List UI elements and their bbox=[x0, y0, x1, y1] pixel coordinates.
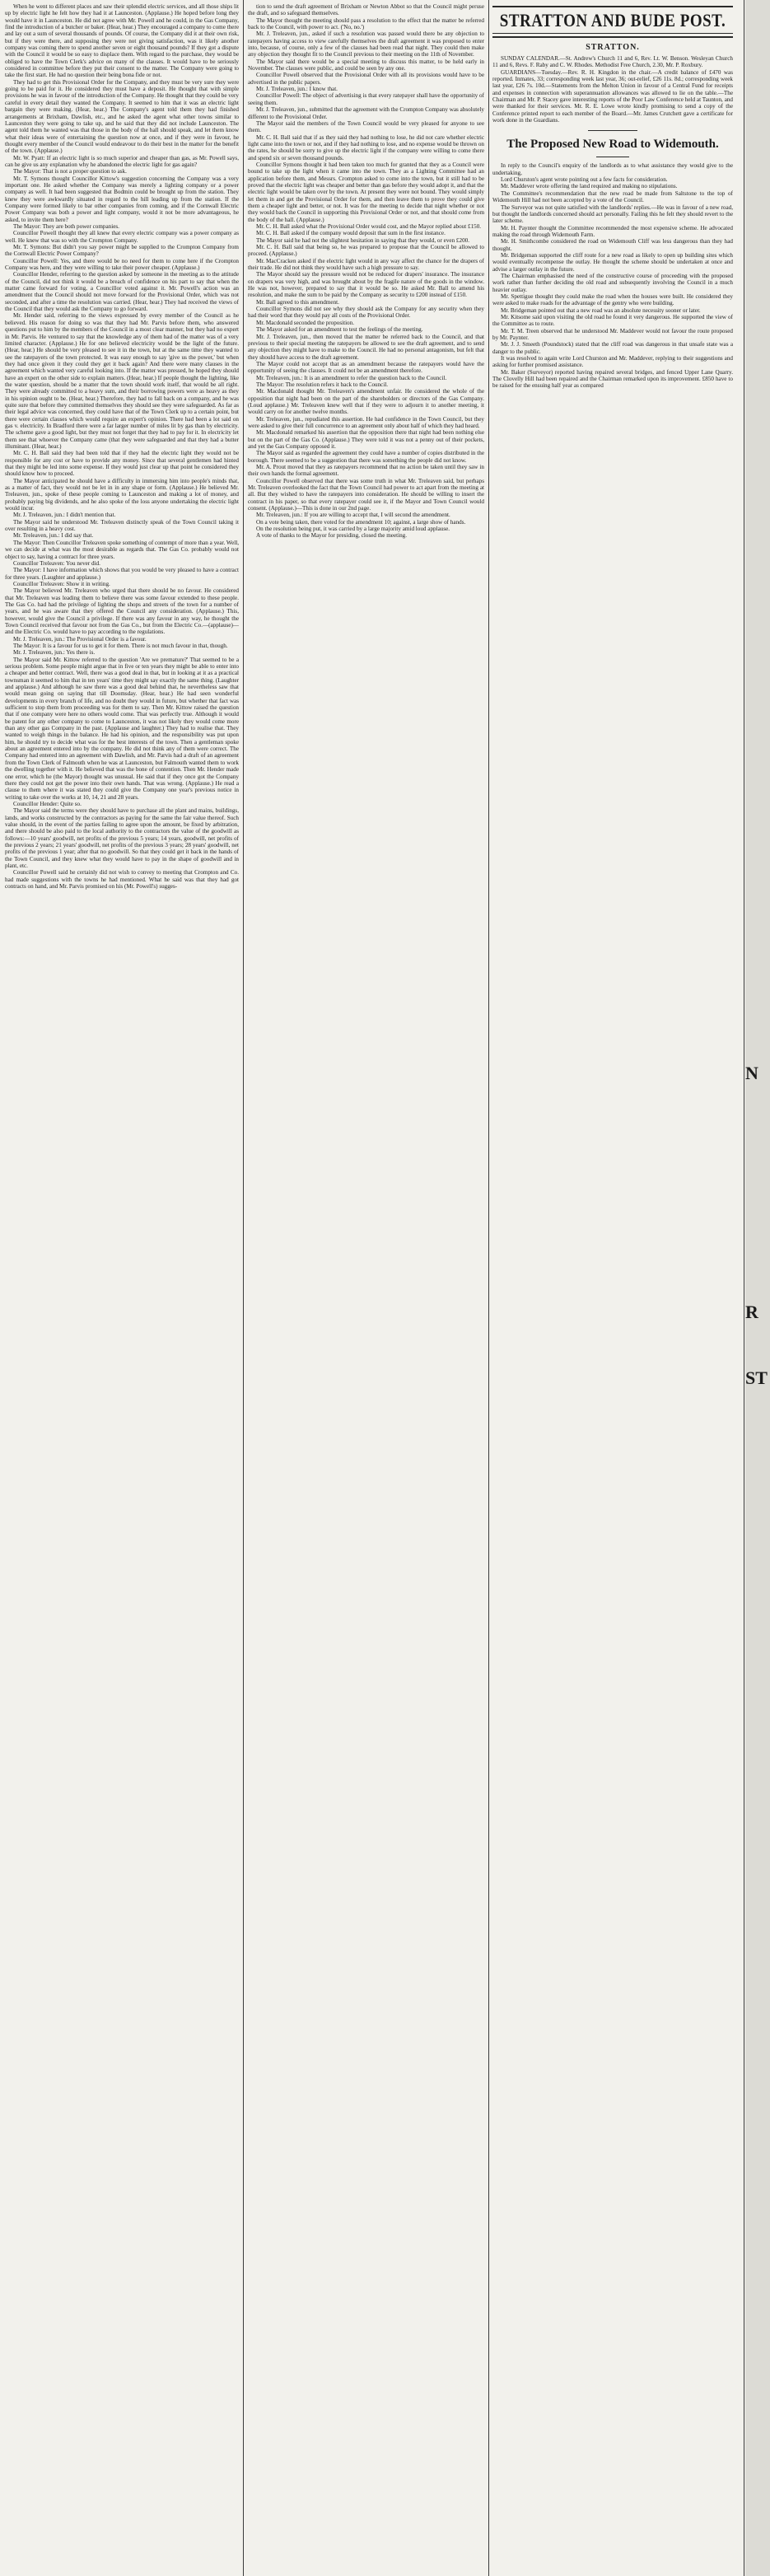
report-paragraph: Mr. J. Treleaven, jun., then moved that the matter be referred back to the Council, and that previous to their special meeting the ratepayers be allowed to see the draft agreement, and to send any objection they might have to make to the Council. He had no personal antagonism, but felt that they should have access to the draft agreement. bbox=[248, 333, 484, 361]
report-paragraph: The Mayor said Mr. Kittow referred to the question 'Are we premature?' That seemed to be a serious problem. Some people might argue that in five or ten years they might be able to enter into a cheaper and better contract. Well, there was a good deal in that, but in looking at it as a practical townsman it seemed to him that in ten years' time they might say exactly the same thing. (Laughter and applause.) And although he saw there was a good deal behind that, he nevertheless saw that would mean going on saying that till Doomsday. (Hear, hear.) He had seen wonderful developments in every branch of life, and no doubt they would in future, but whether that fact was sufficient to stop them from proceeding was for them to say. Then Mr. Kittow raised the question that if one company were here no others would come. That was perfectly true. Although it would be patent for any other company to come to Launceston, it was not likely they would come more than any other gas Company in the past. (Applause and laughter.) They had to realise that. They wanted to weigh things in the balance. He had his opinion, and the responsibility was put upon him, he should try to decide what was for the best interests of the town. Then a gentleman spoke about an agreement entered into by the company. He did not think any of them were correct. The Company had entered into an agreement with Dawlish, and Mr. Parvis had a draft of an agreement from the Town Clerk of Falmouth when he was at Launceston, but Falmouth wanted them to work the dwelling together with it. He believed that was the bone of contention. Then Mr. Hender made one error, which he (the Mayor) thought was unusual. He said that if they once got the Company there they could not get the power into their own hands. That was wrong. (Applause.) He read a clause to them where it was stated they could give the Company one year's previous notice in writing to take over the works at 10, 14, 21 and 28 years. bbox=[5, 656, 239, 801]
report-paragraph: Mr. C. H. Ball said that being so, he was prepared to propose that the Council be allowed to proceed. (Applause.) bbox=[248, 244, 484, 258]
report-paragraph: Councillor Symons thought it had been taken too much for granted that they as a Council were bound to take up the light when it came into the town. They as a Lighting Committee had an application before them, and Messrs. Crompton asked to come into the town, but it still had to be proved that the electric light was cheaper and better than gas before they would adopt it, and that the electric light would be taken over by the town. At present they were not bound. They would simply let them in and get the Provisional Order for them, and then leave them to prove they could give them a cheaper light and better, or not. It was for the meeting to decide that night whether or not they would back the Council in supporting this Provisional Order or not, and that should come from the body of the hall. (Applause.) bbox=[248, 161, 484, 223]
widemouth-report bbox=[492, 162, 733, 389]
edge-fragment: R bbox=[745, 1302, 758, 1322]
report-paragraph: Councillor Powell: The object of advertising is that every ratepayer shall have the opportunity of seeing them. bbox=[248, 92, 484, 106]
masthead-title: STRATTON AND BUDE POST. bbox=[499, 11, 726, 31]
report-paragraph: The Mayor said as regarded the agreement they could have a number of copies distributed in the borough. There seemed to be a suggestion that there was something the people did not know. bbox=[248, 450, 484, 464]
section-heading-stratton: STRATTON. bbox=[586, 43, 640, 52]
widemouth-paragraph: Mr. Baker (Surveyor) reported having repaired several bridges, and fenced Upper Lane Quarry. The Clovelly Hill had been repaired and the Chairman remarked upon its improvement. £850 have to be raised for the ensuing half year as compared bbox=[492, 368, 733, 390]
report-paragraph: The Mayor said he understood Mr. Treleaven distinctly speak of the Town Council taking it over resulting in a heavy cost. bbox=[5, 518, 239, 533]
widemouth-paragraph: Mr. H. Smithcombe considered the road on Widemouth Cliff was less dangerous than they had thought. bbox=[492, 238, 733, 252]
report-paragraph: tion to send the draft agreement of Brixham or Newton Abbot so that the Council might peruse the draft, and so safeguard themselves. bbox=[248, 3, 484, 17]
report-paragraph: The Mayor: I have information which shows that you would be very pleased to have a contract for three years. (Laughter and applause.) bbox=[5, 567, 239, 581]
report-paragraph: The Mayor: That is not a proper question to ask. bbox=[13, 168, 127, 175]
report-paragraph: Mr. T. Symons: But didn't you say power might be supplied to the Crompton Company from the Cornwall Electric Power Company? bbox=[5, 244, 239, 258]
widemouth-paragraph: Mr. Bridgeman pointed out that a new road was an absolute necessity sooner or later. bbox=[501, 306, 701, 314]
report-paragraph: The Mayor said the terms were they should have to purchase all the plant and mains, buildings, lands, and works constructed by the contractors as paying for the same the fair value thereof. Such value should, in the event of the parties failing to agree upon the amount, be fixed by arbitration, and there should be also paid to the local authority to the contractors the value of the goodwill as follows:—10 years' goodwill, net profits of the previous 5 years; 14 years, goodwill, net profits of the previous 2 years; 21 years' goodwill, net profits of the previous 3 years; 28 years' goodwill, net profits of the previous 1 year; after that no goodwill. So that they could get it back in the hands of the Town Council, and they knew what they would have to pay in the shape of goodwill and in plant, etc. bbox=[5, 807, 239, 869]
report-paragraph: Mr. J. Treleaven, jun., asked if such a resolution was passed would there be any objection to ratepayers having access to view carefully themselves the draft agreement it was proposed to enter into, because, of course, only a few of the clauses had been read that night. They could then make any objection they thought fit to the Council previous to their meeting on the 11th of November. bbox=[248, 30, 484, 58]
widemouth-paragraph: Mr. H. Paynter thought the Committee recommended the most expensive scheme. He advocated making the road through Widemouth Farm. bbox=[492, 224, 733, 238]
report-paragraph: Councillor Treleaven: Show it in writing. bbox=[13, 580, 110, 587]
widemouth-paragraph: Mr. T. M. Treen observed that he understood Mr. Maddever would not favour the route proposed by Mr. Paynter. bbox=[492, 327, 733, 342]
report-paragraph: Mr. J. Treleaven, jun., submitted that the agreement with the Crompton Company was absolutely different to the Provisional Order. bbox=[248, 106, 484, 120]
widemouth-paragraph: Mr. J. J. Smeeth (Poundstock) stated that the cliff road was dangerous in that unsafe state was a danger to the public. bbox=[492, 341, 733, 355]
report-paragraph: Mr. C. H. Ball asked what the Provisional Order would cost, and the Mayor replied about £150. bbox=[256, 223, 482, 230]
report-paragraph: The Mayor anticipated he should have a difficulty in immersing him into people's minds that, as a matter of fact, they would not be let in in any shape or form. (Applause.) He believed Mr. Treleaven, jun., spoke of these people coming to Launceston and making a lot of money, and probably paying big dividends, and he also spoke of the loss anyone undertaking the electric light would incur. bbox=[5, 477, 239, 512]
report-paragraph: A vote of thanks to the Mayor for presiding, closed the meeting. bbox=[256, 532, 408, 540]
report-paragraph: The Mayor could not accept that as an amendment because the ratepayers would have the opportunity of seeing the clauses. It could not be an amendment therefore. bbox=[248, 360, 484, 375]
widemouth-paragraph: Mr. Kitsome said upon visiting the old road he found it very dangerous. He supported the view of the Committee as to route. bbox=[492, 314, 733, 328]
widemouth-paragraph: The Chairman emphasised the need of the constructive course of proceeding with the proposed work rather than further deciding the old road and subsequently involving the Council in a much heavier outlay. bbox=[492, 272, 733, 293]
article-headline: The Proposed New Road to Widemouth. bbox=[506, 138, 719, 152]
widemouth-paragraph: Mr. Maddever wrote offering the land required and making no stipulations. bbox=[501, 183, 678, 190]
report-paragraph: The Mayor thought the meeting should pass a resolution to the effect that the matter be referred back to the Council, with power to act. ('No, no.') bbox=[248, 16, 484, 31]
report-paragraph: Councillor Powell said he certainly did not wish to convey to meeting that Crompton and Co. had made suggestions with the towns he had mentioned. What he said was that they had got contracts on hand, and Mr. Parvis promised on his (Mr. Powell's) sugges- bbox=[5, 869, 239, 890]
report-paragraph: Councillor Powell observed that the Provisional Order with all its provisions would have to be advertised in the public papers. bbox=[248, 72, 484, 86]
report-paragraph: The Mayor: They are both power companies. bbox=[13, 223, 119, 230]
report-paragraph: The Mayor: Then Councillor Treleaven spoke something of contempt of more than a year. Well, we can decide at what was the most desirable as regards that. The Gas Co. probably would not object to say, having a contract for three years. bbox=[5, 539, 239, 560]
report-paragraph: Councillor Powell thought they all knew that every electric company was a power company as well. He knew that was so with the Crompton Company. bbox=[5, 230, 239, 244]
report-paragraph: The Mayor said the members of the Town Council would be very pleased for anyone to see them. bbox=[248, 119, 484, 134]
report-paragraph: Mr. Treleaven, jun.: I did say that. bbox=[13, 532, 94, 540]
report-paragraph: Mr. T. Symons thought Councillor Kittow's suggestion concerning the Company was a very important one. He asked whether the Company was merely a lighting company or a power company as well. It had been suggested that Bodmin could be brought up from the station. They knew they were awkwardly situated in regard to the hill leading up from the station. If the Company were formed likely to bar other companies from coming, and if the Cornwall Electric Power Company was both a power and light company, would it not be more advantageous, he asked, to invite them here? bbox=[5, 175, 239, 223]
report-paragraph: Mr. W. Pyatt: If an electric light is so much superior and cheaper than gas, as Mr. Powell says, can he give us any explanation why he abandoned the electric light for gas again? bbox=[5, 154, 239, 168]
report-paragraph: The Mayor said there would be a special meeting to discuss this matter, to be held early in November. The clauses were public, and could be seen by any one. bbox=[248, 58, 484, 72]
widemouth-paragraph: It was resolved to again write Lord Churston and Mr. Maddever, replying to their suggestions and asking for further promised assistance. bbox=[492, 355, 733, 369]
adjacent-column-edge bbox=[745, 0, 770, 2576]
report-paragraph: The Mayor said he had not the slightest hesitation in saying that they would, or even £200. bbox=[256, 236, 469, 244]
report-paragraph: When he went to different places and saw their splendid electric services, and all those ships lit up by electric light he felt how they had it at Launceston. (Applause.) He hoped before long they would have it in Launceston. He did not agree with Mr. Powell and he could, in the Gas Company, find the introduction of a butcher or baker. (Hear, hear.) They encouraged a company to come there and lay out a sum of several thousands of pounds. Of course, the Company did it at their own risk, but if they were there, and supposing they were not giving satisfaction, was it likely another company was coming there to spend another seven or eight thousand pounds? If they got a dispute with the Council it would be so easy to displace them. With regard to the purchase, they would be obliged to have the Town Clerk's advice on many of the clauses. It would have to be seriously considered in committee before they put their consent to the matter. The Company were going to take the first start. He had no question their being bona fide or not. bbox=[5, 3, 239, 79]
stratton-paragraph: SUNDAY CALENDAR.—St. Andrew's Church 11 and 6, Rev. Lt. W. Benson. Wesleyan Church 11 and 6, Revs. F. Raby and C. W. Rhodes. Methodist Free Church, 2.30, Mr. P. Roxbury. bbox=[492, 55, 733, 69]
widemouth-paragraph: Mr. Spettigue thought they could make the road when the houses were built. He considered they were asked to make roads for the advantage of the gentry who were building. bbox=[492, 292, 733, 307]
column-divider bbox=[488, 0, 489, 2576]
column-right bbox=[492, 3, 733, 2574]
report-paragraph: On a vote being taken, there voted for the amendment 10; against, a large show of hands. bbox=[256, 518, 466, 526]
report-paragraph: Mr. Macdonald remarked his assertion that the opposition there that night had been nothing else but on the part of the Gas Co. (Applause.) They were told it was not a penny out of their pockets, and yet the Gas Company opposed it. bbox=[248, 429, 484, 450]
widemouth-paragraph: Lord Churston's agent wrote pointing out a few facts for consideration. bbox=[501, 176, 668, 184]
report-paragraph: Councillor Treleaven: You never did. bbox=[13, 559, 100, 567]
report-paragraph: The Mayor should say the pressure would not be reduced for drapers' insurance. The insurance on drapers was very high, and was brought about by the fragile nature of the goods in the window. He was not, however, prepared to say that it would be so. He asked Mr. Ball to amend his resolution, and make the sum to be paid by the Company as security to £200 instead of £150. bbox=[248, 271, 484, 299]
edge-fragment: N bbox=[745, 1063, 758, 1083]
report-paragraph: Councillor Powell: Yes, and there would be no need for them to come here if the Crompton Company was here, and they were willing to take their power cheaper. (Applause.) bbox=[5, 257, 239, 272]
report-paragraph: Mr. J. Treleaven, jun.: The Provisional Order is a favour. bbox=[13, 635, 147, 643]
report-paragraph: Mr. Hender said, referring to the views expressed by every member of the Council as he believed. His reason for doing so was that they had Mr. Parvis before them, who answered questions put to him by the members of the Council in a most clear manner, but they had no expert in Mr. Parvis. He ventured to say that the knowledge any of them had of the matter was of a very limited character. (Applause.) He for one believed electricity would be the light of the future. (Hear, hear.) He should be very pleased to see it in the town, but at the same time they wanted to see the ratepayers of the town protected. It was easy enough to say 'give us the power,' but when they had once given it they could they get it back again? And there were many clauses in the agreement which wanted very careful looking into. If the matter was pressed, he hoped they should have an expert on the other side to explain matters. (Hear, hear.) If people thought the lighting, like the water question, should be a matter that the town should work itself, that would be all right. They were already committed to a heavy sum, and their borrowing powers were as heavy as they in his opinion ought to be. (Hear, hear.) Therefore, they had to fall back on a company, and he was quite sure that before they committed themselves they should see they were safeguarded. As far as their legal advice was concerned, they could have that of the Town Clerk up to a certain point, but there were certain clauses which would require an expert's opinion. There had been a lot said on gas v. electricity. In Bradford there were a far larger number of miles lit by gas than by electricity. The scheme gave a good light, but they must not forget that they had to pay for it. In electricity let them see that whoever the Company came (that they were safeguarded and that they had a butter illuminant. (Hear, hear.) bbox=[5, 312, 239, 450]
column-divider bbox=[243, 0, 244, 2576]
article-separator bbox=[588, 130, 637, 131]
report-paragraph: Mr. C. H. Ball said that if as they said they had nothing to lose, he did not care whether electric light came into the town or not, and if they had nothing to lose, and no expense would be thrown on the rates, he should be sorry to give up the electric light if the company were willing to come there and spend six or seven thousand pounds. bbox=[248, 133, 484, 161]
report-paragraph: Mr. MacCracken asked if the electric light would in any way affect the chance for the drapers of their trade. He did not think they would have such a high pressure to say. bbox=[248, 257, 484, 272]
widemouth-paragraph: Mr. Bridgeman supported the cliff route for a new road as likely to open up building sites which would eventually recompense the outlay. He thought the scheme should be undertaken at once and advise a larger outlay in the future. bbox=[492, 251, 733, 273]
report-paragraph: Councillor Hender: Quite so. bbox=[13, 800, 82, 807]
report-paragraph: Mr. Ball agreed to this amendment. bbox=[256, 298, 339, 306]
report-paragraph: The Mayor: The resolution refers it back to the Council. bbox=[256, 381, 389, 388]
report-paragraph: Mr. Treleaven, jun.: If you are willing to accept that, I will second the amendment. bbox=[256, 512, 450, 519]
report-paragraph: Councillor Powell observed that there was some truth in what Mr. Treleaven said, but perhaps Mr. Treleaven overlooked the fact that the Town Council had power to act apart from the meeting at all. But they wished to have the ratepayers into consideration. He should be willing to insert the contract in his paper, so that every ratepayer could see it, if the Mayor and Town Council would consent. (Applause.)—This is done in our 2nd page. bbox=[248, 477, 484, 512]
report-paragraph: Mr. A. Prout moved that they as ratepayers recommend that no action be taken until they saw in their own hands the formal agreement. bbox=[248, 464, 484, 478]
report-paragraph: The Mayor believed Mr. Treleaven who urged that there should be no favour. He considered that Mr. Treleaven was leading them to believe there was some favour extended to these people. The Gas Co. had had the privilege of lighting the shops and streets of the town for a number of years, and he was aware that they offered the Council any consideration. (Applause.) This, however, would give the Council a privilege. If there was any favour in any way, he thought the Town Council received that favour not from the Gas Co., but from the Electric Co.—(applause)—and the Electric Co. would have to pay according to the regulations. bbox=[5, 587, 239, 636]
report-paragraph: Councillor Hender, referring to the question asked by someone in the meeting as to the attitude of the Council, did not think it would be a breach of confidence on his part to say that when the matter came forward for voting, a Councillor voted against it. Mr. Powell's action was an amendment that the Council should not move forward for the Provisional Order, which was not seconded, and after a time the resolution was carried. (Hear, hear.) They had received the views of the Council that they would ask the Company to go forward. bbox=[5, 271, 239, 313]
report-paragraph: Mr. C. H. Ball said they had been told that if they had the electric light they would not be responsible for any cost or have to provide any money. Since that several gentlemen had hinted that they might be led into some expense. If they would just clear up that point he considered they should know how to proceed. bbox=[5, 450, 239, 478]
widemouth-paragraph: The Surveyor was not quite satisfied with the landlords' replies.—He was in favour of a new road, but thought the landlords concerned should act personally. Failing this he felt they should revert to the later scheme. bbox=[492, 203, 733, 225]
report-paragraph: Mr. Macdonald thought Mr. Treleaven's amendment unfair. He considered the whole of the opposition that night had been on the part of the shareholders or directors of the Gas Company. (Loud applause.) Mr. Treleaven knew well that if they were to adjourn it to another meeting, it would carry on for another twelve months. bbox=[248, 388, 484, 416]
masthead-rule-bottom-2 bbox=[492, 36, 733, 38]
report-paragraph: On the resolution being put, it was carried by a large majority amid loud applause. bbox=[256, 526, 450, 533]
stratton-paragraph: GUARDIANS—Tuesday.—Rev. R. H. Kingdon in the chair.—A credit balance of £470 was reported. Inmates, 33; corresponding week last year, 36; out-relief, £26 11s. 8d.; corresponding week last year, £26 7s. 10d.—Statements from the Melton Union in favour of a Central Fund for receipts and expenses in connection with superannuation allowances was allowed to lie on the table.—The Chairman and Mr. P. Stacey gave interesting reports of the Poor Law Conference held at Taunton, and were thanked for their services. Mr. R. E. Lowe wrote kindly promising to send a copy of the Conference printed report to each member of the Board.—Mr. James Crutchett gave a certificate for work done in the Guardians. bbox=[492, 68, 733, 124]
report-paragraph: The Mayor asked for an amendment to test the feelings of the meeting. bbox=[256, 326, 423, 334]
widemouth-paragraph: In reply to the Council's enquiry of the landlords as to what assistance they would give to the undertaking, bbox=[492, 162, 733, 176]
edge-fragment: ST bbox=[745, 1367, 768, 1388]
report-paragraph: Mr. Treleaven, jun.: It is an amendment to refer the question back to the Council. bbox=[256, 374, 447, 381]
column-left bbox=[5, 3, 239, 2574]
masthead-rule-top bbox=[492, 6, 733, 7]
stratton-report bbox=[492, 55, 733, 124]
report-paragraph: Mr. Treleaven, jun., repudiated this assertion. He had confidence in the Town Council, but they were asked to give their full concurrence to an agreement only about half of which they had heard. bbox=[248, 415, 484, 429]
masthead-rule-bottom bbox=[492, 33, 733, 34]
report-paragraph: Mr. C. H. Ball asked if the company would deposit that sum in the first instance. bbox=[256, 230, 446, 237]
report-paragraph: Councillor Symons did not see why they should ask the Company for any security when they had their word that they would pay all costs of the Provisional Order. bbox=[248, 306, 484, 320]
report-paragraph: They had to get this Provisional Order for the Company, and they must be very sure they were going to be paid for it. He considered they must have a deposit. He thought that with simple provisions he was in favour of the introduction of the Company. He thought that they could be very careful in every detail they wanted the Company. It seemed to him that it was an electric light bargain they were making. (Hear, hear.) The Company's agent told them they had finished arrangements at Brixham, Dawlish, etc., and he asked the agent what other towns similar to Launceston they were going to take up, and he said that they did not include Launceston. The agent told them he wanted was that those in the body of the hall should speak, and let them know what their ideas were of entertaining the question now at once, and if they were in favour, he thought every member of the Council would endeavour to do their best in the matter for the benefit of the town. (Applause.) bbox=[5, 78, 239, 155]
column-middle bbox=[248, 3, 484, 2574]
report-paragraph: Mr. J. Treleaven, jun.: I know that. bbox=[256, 86, 338, 93]
report-paragraph: Mr. J. Treleaven, jun.: Yes there is. bbox=[13, 649, 96, 657]
widemouth-paragraph: The Committee's recommendation that the new road be made from Saltstone to the top of Widemouth Hill had not been accepted by a vote of the Council. bbox=[492, 189, 733, 204]
report-paragraph: Mr. J. Treleaven, jun.: I didn't mention that. bbox=[13, 512, 116, 519]
report-paragraph: Mr. Macdonald seconded the proposition. bbox=[256, 319, 354, 326]
report-paragraph: The Mayor: It is a favour for us to get it for them. There is not much favour in that, though. bbox=[13, 642, 228, 649]
